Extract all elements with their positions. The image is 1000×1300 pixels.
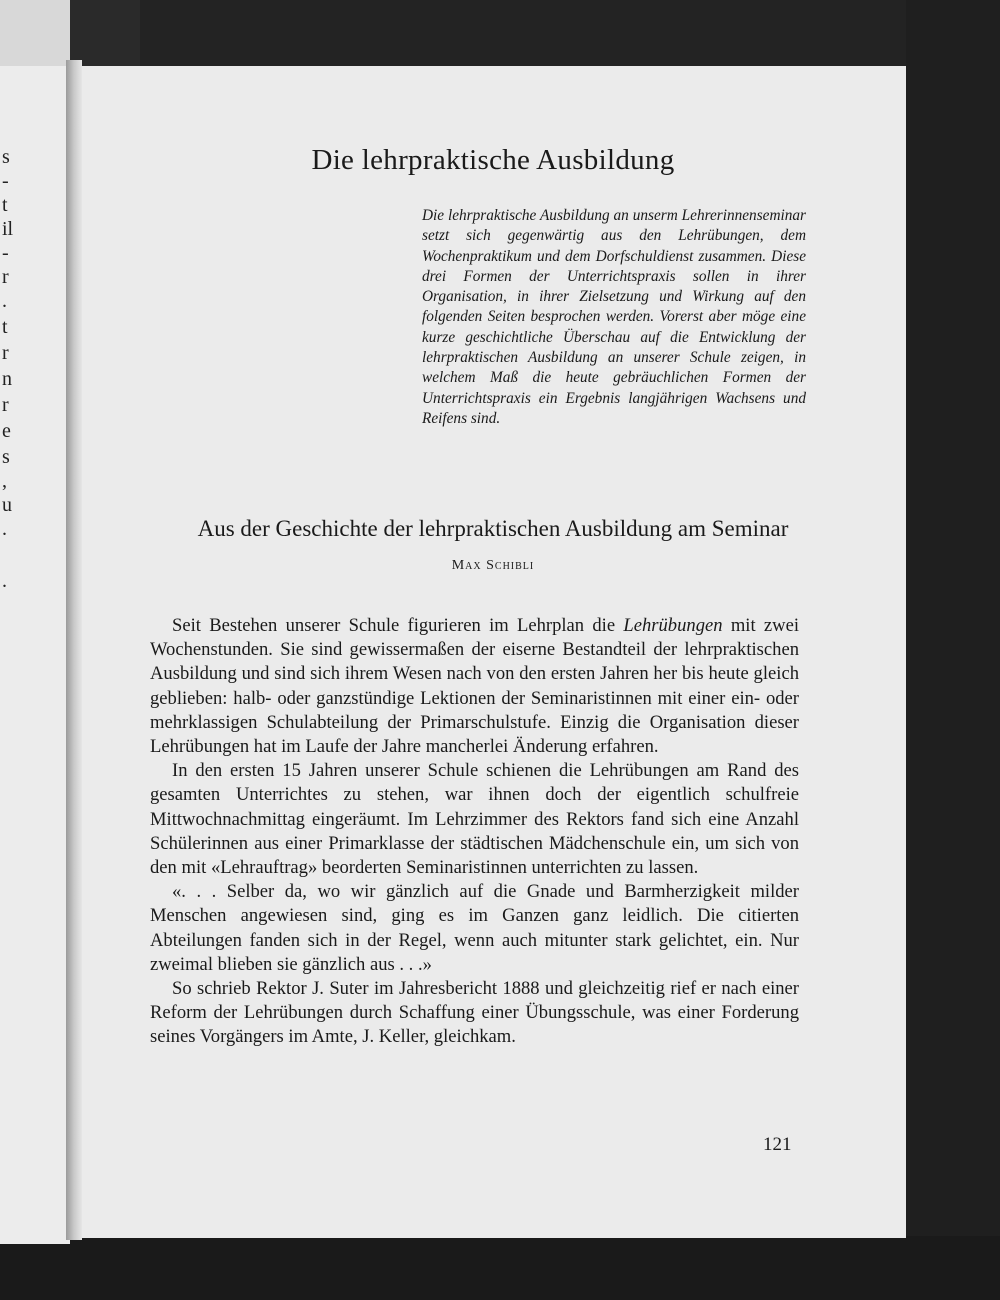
- scan-background-top: [140, 0, 1000, 66]
- paragraph: So schrieb Rektor J. Suter im Jahresbericht 1888 und gleichzeitig rief er nach einer Reform der Lehrübungen durch Schaffung einer Übungsschule, was einer Forderung seines Vorgängers im Amte, J. Keller, gleichkam.: [150, 978, 799, 1048]
- page-title: Die lehrpraktische Ausbildung: [311, 144, 675, 176]
- page-number: 121: [763, 1134, 792, 1155]
- left-page-fragment: u: [2, 494, 12, 516]
- left-page-fragment: il: [2, 218, 14, 240]
- abstract: Die lehrpraktische Ausbildung an unserm Lehrerinnenseminar setzt sich gegenwärtig aus den Lehrübungen, dem Wochenpraktikum und dem Dorfschuldienst zusammen. Diese drei Formen der Unterrichtspraxis sollen in ihrer Organisation, in ihrer Zielsetzung und Wirkung auf den folgenden Seiten besprochen werden. Vorerst aber möge eine kurze geschichtliche Überschau auf die Entwicklung der lehrpraktischen Ausbildung an unserer Schule zeigen, in welchem Maß die heute gebräuchlichen Formen der Unterrichtspraxis ein Ergebnis langjährigen Wachsens und Reifens sind.: [422, 207, 806, 427]
- left-page-fragment: ,: [2, 470, 7, 492]
- left-page-fragment: -: [2, 242, 9, 264]
- left-page-fragment: t: [2, 194, 8, 216]
- book-gutter: [66, 60, 82, 1240]
- quotation-paragraph: «. . . Selber da, wo wir gänzlich auf die Gnade und Barmherzigkeit milder Menschen angewiesen sind, ging es im Ganzen ganz leidlich. Die citierten Abteilungen fanden sich in der Regel, wenn auch mitunter stark gelichtet, ein. Nur zweimal blieben sie gänzlich aus . . .»: [150, 881, 799, 975]
- left-facing-page: [0, 66, 70, 1244]
- body-text: [150, 614, 799, 1050]
- paragraph: [150, 614, 799, 759]
- paragraph-text: mit zwei Wochenstunden. Sie sind gewissermaßen der eiserne Bestandteil der lehrpraktischen Ausbildung und sind sich ihrem Wesen nach von den ersten Jahren her bis heute gleich geblieben: halb- oder ganzstündige Lektionen der Seminaristinnen mit einer ein- oder mehrklassigen Schulabteilung der Primarschulstufe. Einzig die Organisation dieser Lehrübungen hat im Laufe der Jahre mancherlei Änderung erfahren.: [150, 615, 799, 758]
- left-page-top: [0, 0, 70, 66]
- scan-background-right: [906, 0, 1000, 1300]
- left-page-fragment: r: [2, 266, 9, 288]
- left-page-fragment: -: [2, 170, 9, 192]
- scan-background-bottom: [0, 1236, 1000, 1300]
- left-page-fragment: s: [2, 446, 10, 468]
- left-page-fragment: t: [2, 316, 8, 338]
- left-page-fragment: n: [2, 368, 12, 390]
- paragraph: In den ersten 15 Jahren unserer Schule schienen die Lehrübungen am Rand des gesamten Unterrichtes zu stehen, war ihnen doch der eigentlich schulfreie Mittwochnachmittag eingeräumt. Im Lehrzimmer des Rektors fand sich eine Anzahl Schülerinnen aus einer Primarklasse der städtischen Mädchenschule ein, um sich von den mit «Lehrauftrag» beorderten Seminaristinnen unterrichten zu lassen.: [150, 760, 799, 879]
- author: Max Schibli: [451, 558, 535, 573]
- section-title: Aus der Geschichte der lehrpraktischen Ausbildung am Seminar: [197, 516, 789, 541]
- left-page-fragment: .: [2, 518, 7, 540]
- left-page-fragment: s: [2, 146, 10, 168]
- emphasized-term: Lehrübungen: [623, 615, 723, 636]
- paragraph-text: Seit Bestehen unserer Schule figurieren im Lehrplan die: [172, 615, 624, 636]
- left-page-fragment: r: [2, 342, 9, 364]
- left-page-fragment: e: [2, 420, 11, 442]
- book-page: [80, 66, 906, 1238]
- left-page-fragment: .: [2, 570, 7, 592]
- left-page-fragment: .: [2, 290, 7, 312]
- left-page-fragment: r: [2, 394, 9, 416]
